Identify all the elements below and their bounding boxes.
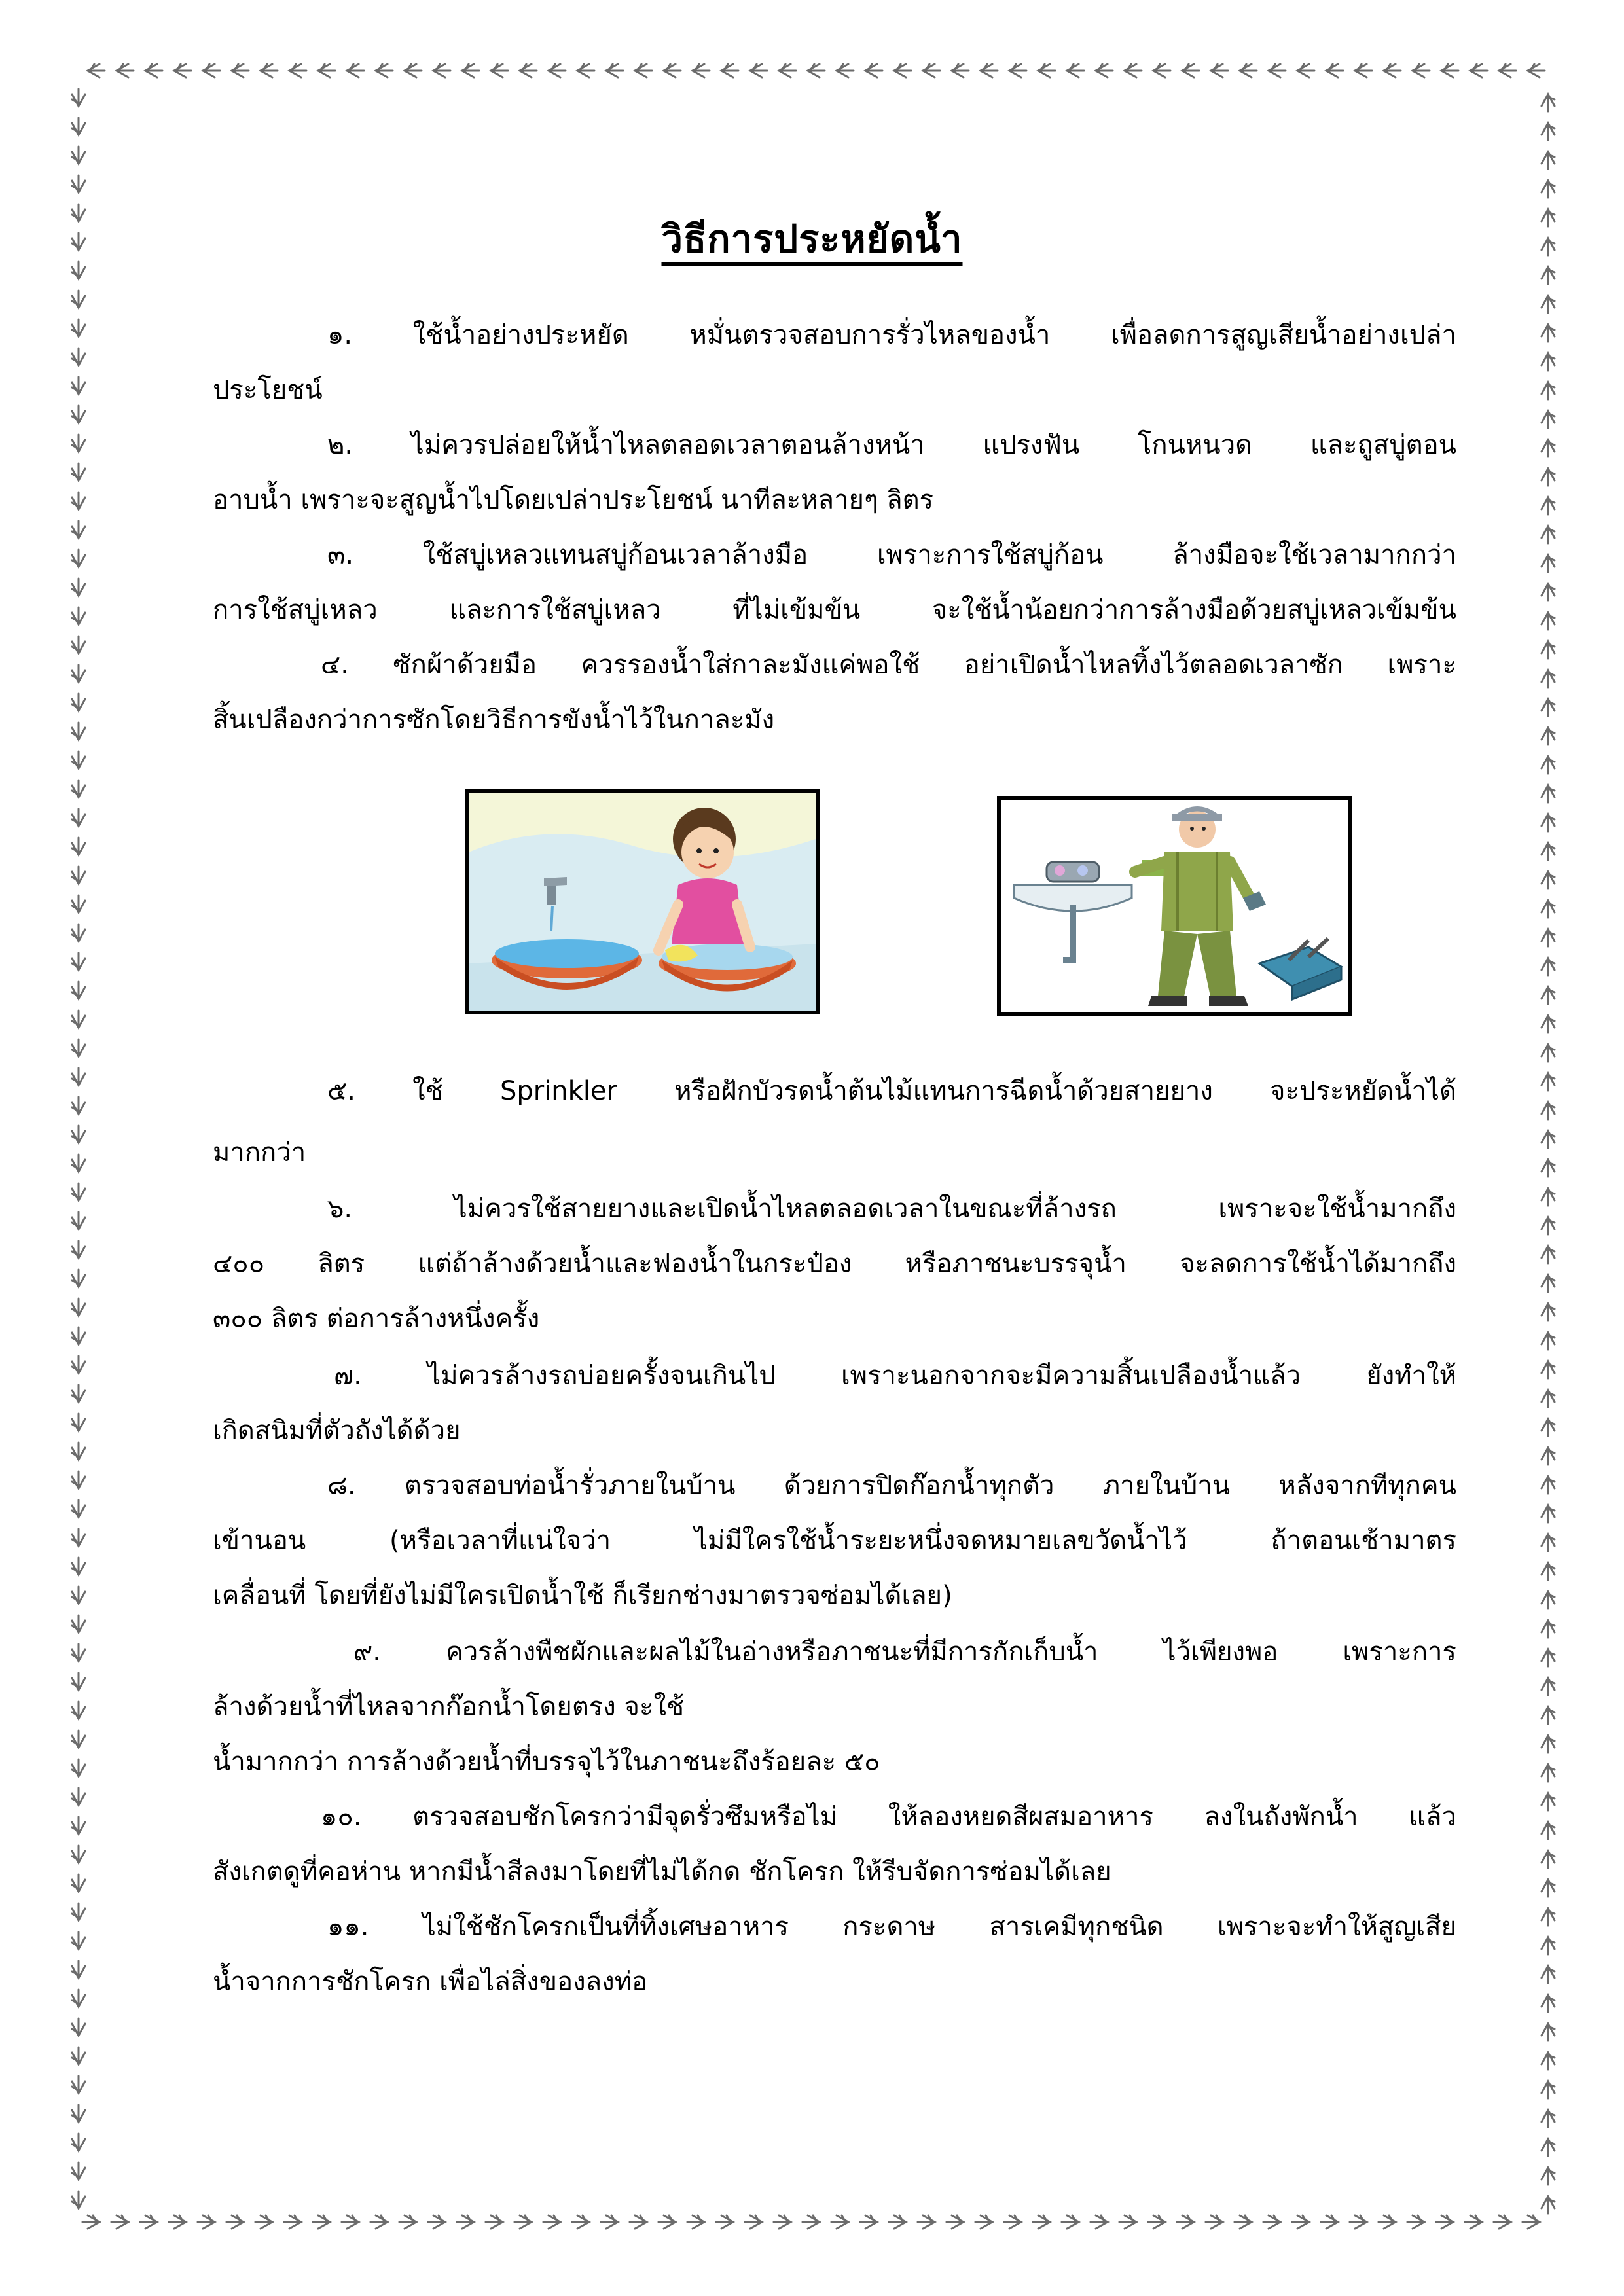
paragraph-line: ๖. ไม่ควรใช้สายยางและเปิดน้ำไหลตลอดเวลาในขณะที่ล้างรถ เพราะจะใช้น้ำมากถึง <box>327 1194 1456 1224</box>
border-arrow-icon <box>232 64 249 77</box>
border-arrow-icon <box>1542 526 1555 543</box>
border-arrow-icon <box>486 2215 503 2229</box>
border-arrow-icon <box>198 2215 215 2229</box>
paragraph-line: ๓. ใช้สบู่เหลวแทนสบู่ก้อนเวลาล้างมือ เพราะการใช้สบู่ก้อน ล้างมือจะใช้เวลามากกว่า <box>327 540 1456 570</box>
paragraph-line: ล้างด้วยน้ำที่ไหลจากก๊อกน้ำโดยตรง จะใช้ <box>213 1692 685 1722</box>
border-arrow-icon <box>1542 1246 1555 1263</box>
border-arrow-icon <box>72 435 85 452</box>
border-arrow-icon <box>1542 1016 1555 1033</box>
border-arrow-icon <box>1542 1822 1555 1839</box>
border-arrow-icon <box>1542 843 1555 860</box>
border-arrow-icon <box>1441 64 1458 77</box>
border-arrow-icon <box>1009 64 1026 77</box>
border-arrow-icon <box>342 2215 359 2229</box>
border-arrow-icon <box>72 1155 85 1172</box>
border-arrow-icon <box>549 64 566 77</box>
border-arrow-icon <box>72 1126 85 1143</box>
border-arrow-icon <box>1407 2215 1424 2229</box>
border-top-arrows-icon <box>88 64 1545 77</box>
border-arrow-icon <box>72 1327 85 1344</box>
border-arrow-icon <box>1542 1505 1555 1522</box>
border-arrow-icon <box>376 64 393 77</box>
border-arrow-icon <box>1542 1909 1555 1926</box>
border-arrow-icon <box>72 1529 85 1546</box>
border-arrow-icon <box>72 1039 85 1056</box>
border-arrow-icon <box>1206 2215 1223 2229</box>
border-arrow-icon <box>72 1788 85 1805</box>
border-arrow-icon <box>72 1414 85 1431</box>
border-arrow-icon <box>981 64 998 77</box>
border-arrow-icon <box>1542 1045 1555 1062</box>
border-arrow-icon <box>1542 1995 1555 2012</box>
border-arrow-icon <box>1177 2215 1194 2229</box>
border-arrow-icon <box>601 2215 618 2229</box>
border-arrow-icon <box>1211 64 1228 77</box>
border-arrow-icon <box>1542 2168 1555 2185</box>
border-arrow-icon <box>1542 1131 1555 1148</box>
border-arrow-icon <box>1542 1189 1555 1206</box>
page-title: วิธีการประหยัดน้ำ <box>661 217 963 261</box>
border-arrow-icon <box>313 2215 330 2229</box>
border-arrow-icon <box>72 319 85 336</box>
border-arrow-icon <box>808 64 825 77</box>
border-arrow-icon <box>72 1903 85 1920</box>
border-arrow-icon <box>1542 152 1555 169</box>
border-arrow-icon <box>1269 64 1286 77</box>
border-arrow-icon <box>72 838 85 855</box>
border-arrow-icon <box>1542 123 1555 140</box>
border-arrow-icon <box>1542 1736 1555 1753</box>
border-arrow-icon <box>1542 872 1555 889</box>
border-arrow-icon <box>72 1500 85 1517</box>
border-arrow-icon <box>72 982 85 999</box>
border-arrow-icon <box>111 2215 128 2229</box>
border-arrow-icon <box>289 64 306 77</box>
border-arrow-icon <box>1542 1333 1555 1350</box>
border-arrow-icon <box>457 2215 474 2229</box>
border-arrow-icon <box>745 2215 762 2229</box>
border-arrow-icon <box>1542 987 1555 1004</box>
paragraph-line: สังเกตดูที่คอห่าน หากมีน้ำสีลงมาโดยที่ไม่ได้กด ชักโครก ให้รีบจัดการซ่อมได้เลย <box>213 1857 1111 1887</box>
border-arrow-icon <box>72 1558 85 1575</box>
border-arrow-icon <box>433 64 450 77</box>
border-arrow-icon <box>72 2105 85 2122</box>
border-arrow-icon <box>399 2215 416 2229</box>
border-arrow-icon <box>72 1644 85 1661</box>
border-arrow-icon <box>1523 2215 1540 2229</box>
border-arrow-icon <box>72 377 85 394</box>
border-arrow-icon <box>1542 757 1555 774</box>
border-arrow-icon <box>72 1356 85 1373</box>
paragraph-7 <box>213 1348 1456 1458</box>
border-arrow-icon <box>1033 2215 1050 2229</box>
border-bottom-arrows-icon <box>82 2215 1540 2229</box>
border-arrow-icon <box>145 64 162 77</box>
border-arrow-icon <box>72 1443 85 1460</box>
border-arrow-icon <box>1062 2215 1079 2229</box>
border-arrow-icon <box>1542 1621 1555 1638</box>
border-arrow-icon <box>1542 1851 1555 1868</box>
border-arrow-icon <box>174 64 191 77</box>
border-arrow-icon <box>687 2215 704 2229</box>
border-arrow-icon <box>462 64 479 77</box>
border-arrow-icon <box>837 64 854 77</box>
border-arrow-icon <box>1542 1419 1555 1436</box>
border-arrow-icon <box>72 2076 85 2093</box>
border-arrow-icon <box>72 1212 85 1229</box>
border-arrow-icon <box>72 406 85 423</box>
border-arrow-icon <box>72 147 85 164</box>
border-arrow-icon <box>1542 1966 1555 1983</box>
border-arrow-icon <box>82 2215 99 2229</box>
border-arrow-icon <box>428 2215 445 2229</box>
border-arrow-icon <box>72 924 85 941</box>
paragraph-line: ๑๑. ไม่ใช้ชักโครกเป็นที่ทิ้งเศษอาหาร กระดาษ สารเคมีทุกชนิด เพราะจะทำให้สูญเสีย <box>327 1912 1456 1942</box>
paragraph-line: การใช้สบู่เหลว และการใช้สบู่เหลว ที่ไม่เข้มข้น จะใช้น้ำน้อยกว่าการล้างมือด้วยสบู่เหลวเข้มข้น <box>213 595 1456 625</box>
border-arrow-icon <box>865 64 882 77</box>
paragraph-line: ๘. ตรวจสอบท่อน้ำรั่วภายในบ้าน ด้วยการปิดก๊อกน้ำทุกตัว ภายในบ้าน หลังจากทีทุกคน <box>327 1471 1456 1501</box>
border-arrow-icon <box>72 1183 85 1200</box>
border-arrow-icon <box>1542 1592 1555 1609</box>
border-arrow-icon <box>1542 325 1555 342</box>
border-arrow-icon <box>72 1270 85 1287</box>
border-arrow-icon <box>72 2047 85 2064</box>
border-arrow-icon <box>72 2134 85 2151</box>
border-arrow-icon <box>72 579 85 596</box>
paragraph-line: เข้านอน (หรือเวลาที่แน่ใจว่า ไม่มีใครใช้น้ำระยะหนึ่งจดหมายเลขวัดน้ำไว้ ถ้าตอนเช้ามาตร <box>213 1526 1456 1556</box>
border-arrow-icon <box>1542 958 1555 975</box>
border-arrow-icon <box>72 89 85 106</box>
paragraph-line: เกิดสนิมที่ตัวถังได้ด้วย <box>213 1416 461 1446</box>
border-arrow-icon <box>405 64 422 77</box>
border-arrow-icon <box>370 2215 388 2229</box>
illustration-plumber-repair <box>997 796 1352 1016</box>
border-arrow-icon <box>1542 584 1555 601</box>
border-arrow-icon <box>318 64 335 77</box>
paragraph-line: มากกว่า <box>213 1138 306 1168</box>
paragraph-10 <box>213 1789 1456 1899</box>
border-arrow-icon <box>721 64 738 77</box>
border-arrow-icon <box>1542 2081 1555 2098</box>
border-arrow-icon <box>1542 1448 1555 1465</box>
border-arrow-icon <box>1542 1217 1555 1234</box>
border-arrow-icon <box>72 1731 85 1748</box>
border-arrow-icon <box>635 64 652 77</box>
border-right-arrows-icon <box>1542 94 1555 2214</box>
border-arrow-icon <box>520 64 537 77</box>
border-arrow-icon <box>72 1990 85 2007</box>
paragraph-line: น้ำมากกว่า การล้างด้วยน้ำที่บรรจุไว้ในภาชนะถึงร้อยละ ๕๐ <box>213 1747 880 1777</box>
border-arrow-icon <box>774 2215 791 2229</box>
paragraph-11 <box>213 1899 1456 2009</box>
paragraph-line: ๒. ไม่ควรปล่อยให้น้ำไหลตลอดเวลาตอนล้างหน้า แปรงฟัน โกนหนวด และถูสบู่ตอน <box>327 430 1456 460</box>
border-arrow-icon <box>72 809 85 826</box>
border-arrow-icon <box>1542 1707 1555 1724</box>
border-arrow-icon <box>72 1299 85 1316</box>
border-arrow-icon <box>72 723 85 740</box>
border-arrow-icon <box>1091 2215 1108 2229</box>
border-arrow-icon <box>72 751 85 768</box>
border-arrow-icon <box>72 1241 85 1258</box>
border-arrow-icon <box>630 2215 647 2229</box>
border-arrow-icon <box>716 2215 733 2229</box>
border-arrow-icon <box>72 1385 85 1402</box>
border-arrow-icon <box>975 2215 992 2229</box>
paragraph-line: ๑. ใช้น้ำอย่างประหยัด หมั่นตรวจสอบการรั่วไหลของน้ำ เพื่อลดการสูญเสียน้ำอย่างเปล่า <box>327 320 1456 350</box>
border-arrow-icon <box>72 348 85 365</box>
border-arrow-icon <box>1263 2215 1280 2229</box>
border-arrow-icon <box>72 636 85 653</box>
border-arrow-icon <box>347 64 364 77</box>
border-arrow-icon <box>1542 2139 1555 2156</box>
border-arrow-icon <box>72 1817 85 1834</box>
border-arrow-icon <box>72 953 85 970</box>
border-arrow-icon <box>1384 64 1401 77</box>
paragraph-6 <box>213 1181 1456 1346</box>
border-arrow-icon <box>1235 2215 1252 2229</box>
plumber-fixing-sink-icon <box>1001 800 1348 1012</box>
border-arrow-icon <box>1542 814 1555 831</box>
border-arrow-icon <box>255 2215 272 2229</box>
border-arrow-icon <box>1470 64 1487 77</box>
border-arrow-icon <box>1542 411 1555 428</box>
border-arrow-icon <box>1292 2215 1309 2229</box>
border-arrow-icon <box>72 521 85 538</box>
border-arrow-icon <box>1528 64 1545 77</box>
border-arrow-icon <box>1542 2197 1555 2214</box>
border-arrow-icon <box>1182 64 1199 77</box>
border-arrow-icon <box>72 463 85 480</box>
border-arrow-icon <box>1326 64 1343 77</box>
paragraph-line: ๕. ใช้ Sprinkler หรือฝักบัวรดน้ำต้นไม้แทนการฉีดน้ำด้วยสายยาง จะประหยัดน้ำได้ <box>327 1076 1456 1106</box>
border-arrow-icon <box>1542 2024 1555 2041</box>
border-arrow-icon <box>1542 728 1555 745</box>
border-arrow-icon <box>72 780 85 797</box>
child-washing-clothes-icon <box>469 793 816 1011</box>
border-arrow-icon <box>72 1846 85 1863</box>
border-arrow-icon <box>169 2215 186 2229</box>
border-arrow-icon <box>72 1097 85 1114</box>
border-arrow-icon <box>72 1702 85 1719</box>
border-arrow-icon <box>1542 1937 1555 1954</box>
border-arrow-icon <box>72 1759 85 1776</box>
border-arrow-icon <box>947 2215 964 2229</box>
border-arrow-icon <box>1153 64 1170 77</box>
paragraph-9 <box>213 1624 1456 1789</box>
border-arrow-icon <box>491 64 508 77</box>
border-arrow-icon <box>72 175 85 192</box>
border-arrow-icon <box>72 1068 85 1085</box>
paragraph-8 <box>213 1458 1456 1623</box>
border-arrow-icon <box>1436 2215 1453 2229</box>
border-arrow-icon <box>1542 1304 1555 1321</box>
border-arrow-icon <box>72 291 85 308</box>
border-arrow-icon <box>1096 64 1113 77</box>
paragraph-line: ๗. ไม่ควรล้างรถบ่อยครั้งจนเกินไป เพราะนอกจากจะมีความสิ้นเปลืองน้ำแล้ว ยังทำให้ <box>334 1361 1456 1391</box>
paragraph-line: ๓๐๐ ลิตร ต่อการล้างหนึ่งครั้ง <box>213 1304 540 1334</box>
border-arrow-icon <box>1067 64 1084 77</box>
border-arrow-icon <box>72 2162 85 2179</box>
border-arrow-icon <box>664 64 681 77</box>
border-arrow-icon <box>72 895 85 912</box>
border-arrow-icon <box>1542 2053 1555 2070</box>
border-arrow-icon <box>1542 1160 1555 1177</box>
border-arrow-icon <box>1542 296 1555 313</box>
border-arrow-icon <box>1350 2215 1367 2229</box>
border-arrow-icon <box>918 2215 935 2229</box>
border-arrow-icon <box>117 64 134 77</box>
paragraph-line: อาบน้ำ เพราะจะสูญน้ำไปโดยเปล่าประโยชน์ นาทีละหลายๆ ลิตร <box>213 485 934 515</box>
paragraph-line: ๑๐. ตรวจสอบชักโครกว่ามีจุดรั่วซึมหรือไม่ ให้ลองหยดสีผสมอาหาร ลงในถังพักน้ำ แล้ว <box>321 1802 1456 1832</box>
border-arrow-icon <box>1465 2215 1482 2229</box>
border-arrow-icon <box>1542 1390 1555 1407</box>
border-arrow-icon <box>140 2215 157 2229</box>
border-arrow-icon <box>284 2215 301 2229</box>
border-arrow-icon <box>1542 440 1555 457</box>
border-arrow-icon <box>1542 497 1555 514</box>
border-arrow-icon <box>1119 2215 1136 2229</box>
border-arrow-icon <box>803 2215 820 2229</box>
paragraph-line: น้ำจากการชักโครก เพื่อไล่สิ่งของลงท่อ <box>213 1967 648 1997</box>
border-arrow-icon <box>1379 2215 1396 2229</box>
border-arrow-icon <box>72 492 85 509</box>
border-arrow-icon <box>514 2215 532 2229</box>
border-arrow-icon <box>1542 1073 1555 1090</box>
paragraph-4 <box>213 637 1456 747</box>
border-arrow-icon <box>1542 555 1555 572</box>
border-arrow-icon <box>72 1011 85 1028</box>
border-arrow-icon <box>1004 2215 1021 2229</box>
border-arrow-icon <box>72 867 85 884</box>
border-arrow-icon <box>1542 94 1555 111</box>
border-arrow-icon <box>1542 613 1555 630</box>
border-arrow-icon <box>1542 1765 1555 1782</box>
border-arrow-icon <box>1542 382 1555 399</box>
border-arrow-icon <box>72 1615 85 1632</box>
border-arrow-icon <box>1542 469 1555 486</box>
border-arrow-icon <box>1542 1275 1555 1292</box>
border-arrow-icon <box>72 607 85 624</box>
border-arrow-icon <box>923 64 940 77</box>
border-arrow-icon <box>1413 64 1430 77</box>
border-arrow-icon <box>72 2191 85 2208</box>
border-arrow-icon <box>72 1932 85 1949</box>
border-arrow-icon <box>1542 929 1555 946</box>
border-arrow-icon <box>72 1673 85 1690</box>
border-arrow-icon <box>72 1587 85 1604</box>
border-arrow-icon <box>88 64 105 77</box>
border-arrow-icon <box>1542 1361 1555 1378</box>
border-arrow-icon <box>1542 267 1555 284</box>
border-arrow-icon <box>226 2215 244 2229</box>
border-arrow-icon <box>889 2215 906 2229</box>
border-arrow-icon <box>1297 64 1314 77</box>
border-arrow-icon <box>750 64 767 77</box>
border-arrow-icon <box>543 2215 560 2229</box>
border-arrow-icon <box>1542 1678 1555 1695</box>
illustration-hand-washing-clothes <box>465 789 820 1014</box>
border-arrow-icon <box>1542 353 1555 370</box>
border-arrow-icon <box>72 118 85 135</box>
border-arrow-icon <box>1542 641 1555 658</box>
border-arrow-icon <box>1038 64 1055 77</box>
border-arrow-icon <box>72 694 85 711</box>
border-left-arrows-icon <box>72 89 85 2208</box>
border-arrow-icon <box>72 1961 85 1978</box>
border-arrow-icon <box>1321 2215 1338 2229</box>
border-arrow-icon <box>203 64 220 77</box>
border-arrow-icon <box>72 1471 85 1488</box>
paragraph-line: ประโยชน์ <box>213 375 323 405</box>
border-arrow-icon <box>72 550 85 567</box>
border-arrow-icon <box>693 64 710 77</box>
border-arrow-icon <box>1542 699 1555 716</box>
paragraph-1 <box>213 308 1456 418</box>
paragraph-3 <box>213 528 1456 637</box>
border-arrow-icon <box>1240 64 1257 77</box>
border-arrow-icon <box>659 2215 676 2229</box>
border-arrow-icon <box>72 665 85 682</box>
paragraph-line: เคลื่อนที่ โดยที่ยังไม่มีใครเปิดน้ำใช้ ก็เรียกช่างมาตรวจซ่อมได้เลย) <box>213 1581 952 1611</box>
border-arrow-icon <box>606 64 623 77</box>
border-arrow-icon <box>1542 1649 1555 1666</box>
border-arrow-icon <box>1542 1102 1555 1119</box>
border-arrow-icon <box>1499 64 1516 77</box>
paragraph-2 <box>213 418 1456 528</box>
border-arrow-icon <box>894 64 911 77</box>
border-arrow-icon <box>779 64 796 77</box>
border-arrow-icon <box>1542 670 1555 687</box>
border-arrow-icon <box>1542 1534 1555 1551</box>
border-arrow-icon <box>1542 181 1555 198</box>
border-arrow-icon <box>1125 64 1142 77</box>
paragraph-line: ๙. ควรล้างพืชผักและผลไม้ในอ่างหรือภาชนะที่มีการกักเก็บน้ำ ไว้เพียงพอ เพราะการ <box>353 1637 1456 1667</box>
border-arrow-icon <box>1355 64 1372 77</box>
border-arrow-icon <box>1542 785 1555 802</box>
border-arrow-icon <box>831 2215 848 2229</box>
border-arrow-icon <box>577 64 594 77</box>
border-arrow-icon <box>1542 1793 1555 1810</box>
border-arrow-icon <box>1148 2215 1165 2229</box>
border-arrow-icon <box>572 2215 589 2229</box>
border-arrow-icon <box>1542 1563 1555 1580</box>
border-arrow-icon <box>1494 2215 1511 2229</box>
border-arrow-icon <box>1542 2110 1555 2127</box>
border-arrow-icon <box>1542 1880 1555 1897</box>
border-arrow-icon <box>860 2215 877 2229</box>
paragraph-5 <box>213 1064 1456 1180</box>
border-arrow-icon <box>1542 1477 1555 1494</box>
paragraph-line: ๔. ซักผ้าด้วยมือ ควรรองน้ำใส่กาละมังแค่พอใช้ อย่าเปิดน้ำไหลทิ้งไว้ตลอดเวลาซัก เพราะ <box>321 650 1456 680</box>
border-arrow-icon <box>952 64 969 77</box>
border-arrow-icon <box>261 64 278 77</box>
border-arrow-icon <box>72 1874 85 1892</box>
paragraph-line: ๔๐๐ ลิตร แต่ถ้าล้างด้วยน้ำและฟองน้ำในกระป๋อง หรือภาชนะบรรจุน้ำ จะลดการใช้น้ำได้มากถึง <box>213 1249 1456 1279</box>
border-arrow-icon <box>1542 901 1555 918</box>
paragraph-line: สิ้นเปลืองกว่าการซักโดยวิธีการขังน้ำไว้ในกาละมัง <box>213 705 775 735</box>
border-arrow-icon <box>72 2018 85 2036</box>
